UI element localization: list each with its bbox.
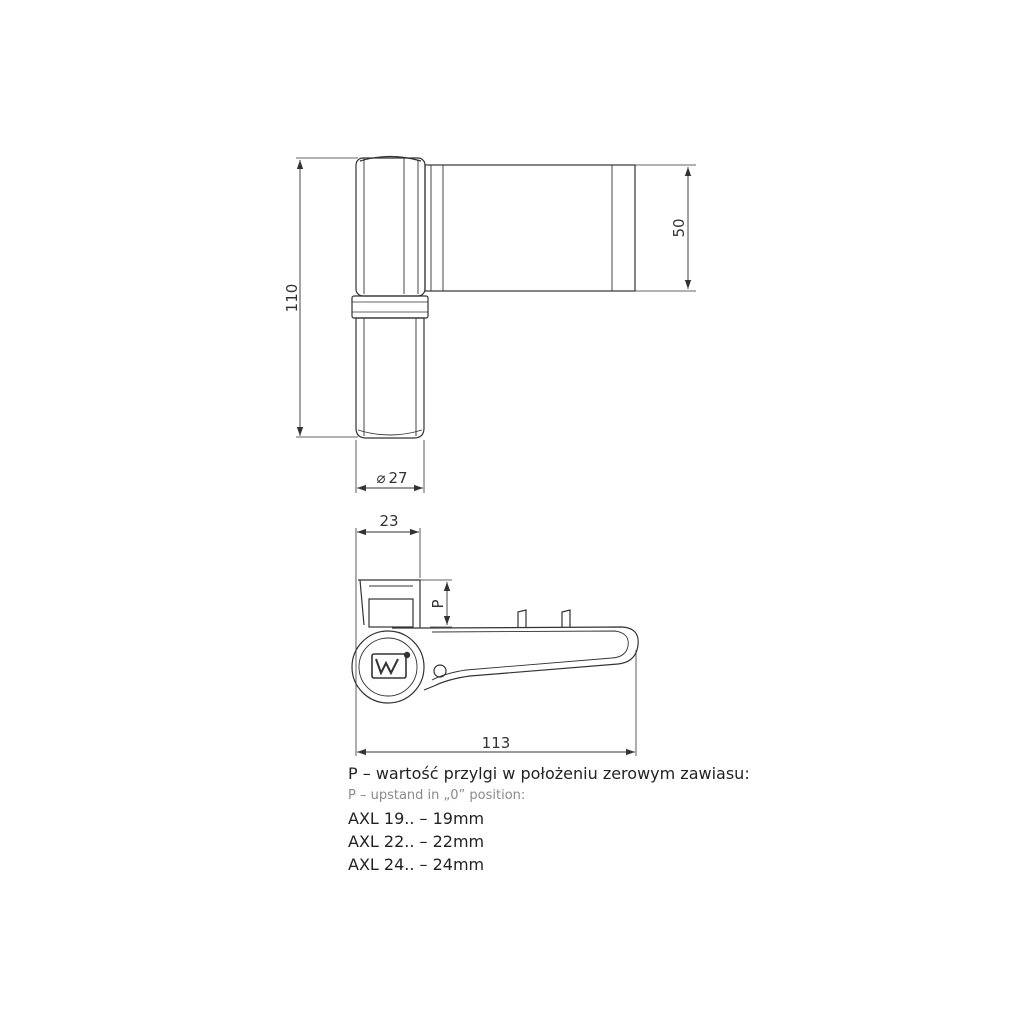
lower-barrel [356, 318, 424, 438]
dim-label-50: 50 [670, 218, 688, 238]
upstand-bracket [358, 580, 420, 628]
dimension-lines-top [357, 532, 635, 752]
dim-label-110: 110 [283, 283, 301, 313]
dimension-lines-front [300, 160, 688, 488]
dim-label-113: 113 [481, 734, 511, 752]
dim-label-27: 27 [388, 469, 408, 487]
hinge-leaf [425, 165, 635, 291]
dim-label-23: 23 [379, 512, 399, 530]
note-row-axl19: AXL 19.. – 19mm [348, 809, 485, 828]
note-row-axl24: AXL 24.. – 24mm [348, 855, 485, 874]
upper-barrel [356, 157, 425, 297]
note-row-axl22: AXL 22.. – 22mm [348, 832, 485, 851]
note-subtitle-en: P – upstand in „0” position: [348, 788, 526, 803]
dim-label-diameter-symbol: ⌀ [376, 469, 386, 487]
note-title-pl: P – wartość przylgi w położeniu zerowym zawiasu: [348, 764, 750, 783]
hinge-handle [392, 610, 638, 690]
barrel-ring [352, 296, 428, 318]
dim-label-p: P [429, 599, 447, 609]
knuckle-logo [352, 631, 424, 703]
notes-block [348, 762, 750, 876]
top-view [352, 528, 638, 756]
front-view [296, 157, 696, 494]
